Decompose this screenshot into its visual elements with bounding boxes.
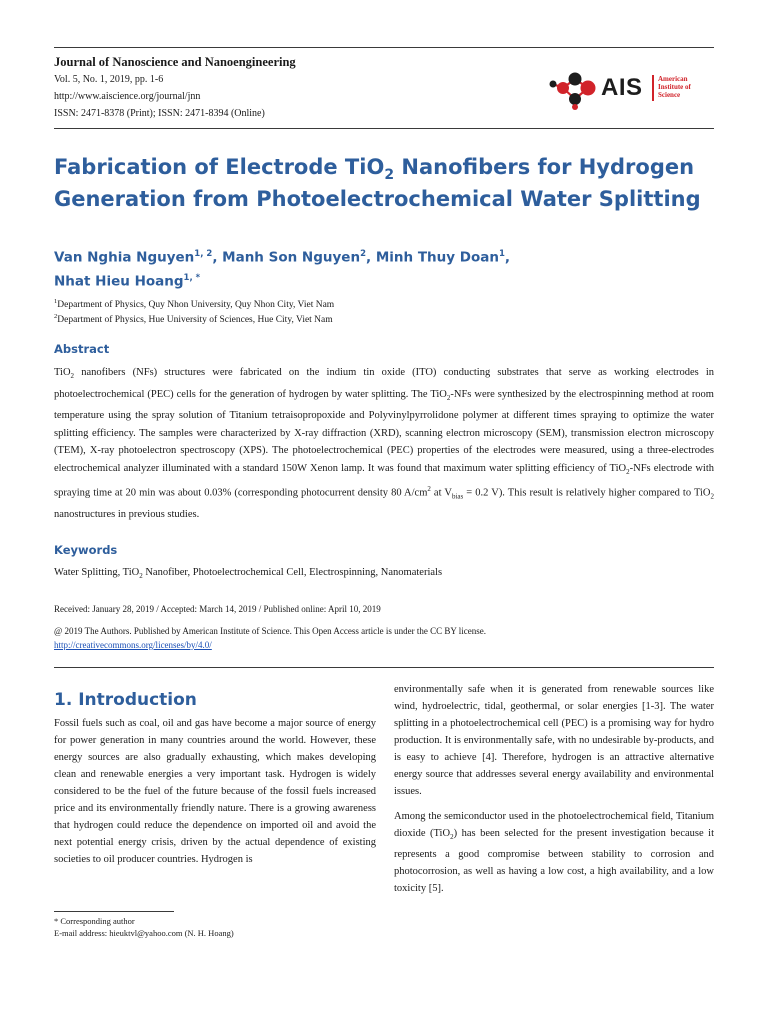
- author-name: Van Nghia Nguyen: [54, 249, 195, 266]
- abstract-body: TiO$_2$ nanofibers (NFs) structures were fabricated on the indium tin oxide (ITO) conducting substrates that serve as working electrodes in photoelectrochemical (PEC) cells for the generation of hydrogen by water splitting. The TiO$_2$-NFs were synthesized by the electrospinning method at room temperature using the spray solution of Titanium tetraisopropoxide and Polyvinylpyrrolidone polymer at different times spraying to optimize the water splitting efficiency. The samples were characterized by X-ray diffraction (XRD), scanning electron microscopy (SEM), transmission electron microscopy (TEM), X-ray photoelectron spectroscopy (XPS). The photoelectrochemical (PEC) properties of the electrodes were measured, using a three-electrodes electrochemical analyzer illuminated with a standard 150W Xenon lamp. It was found that maximum water splitting efficiency of TiO$_2$-NFs electrode with spraying time at 20 min was about 0.03% (corresponding photocurrent density 80 $A/cm^2$ at $V_{bias} = 0.2$ V). This result is relatively higher compared to TiO$_2$ nanostructures in previous studies.: [54, 367, 715, 521]
- intro-paragraph: Among the semiconductor used in the photoelectrochemical field, Titanium dioxide (TiO$_2$) has been selected for the present investigation because it represents a good compromise between stability to corrosion and photocorrosion, as well as having a low cost, a high availability, and a low toxicity [5].: [394, 811, 714, 895]
- affiliation: $^1$Department of Physics, Quy Nhon University, Quy Nhon City, Viet Nam: [54, 298, 335, 311]
- corresponding-author-note: * Corresponding author: [54, 916, 135, 926]
- publication-dates: Received: January 28, 2019 / Accepted: March 14, 2019 / Published online: April 10, 2019: [54, 604, 381, 614]
- intro-paragraph: Fossil fuels such as coal, oil and gas have become a major source of energy for power generation in many countries around the world. However, these energy sources are also gradually exhausting, which makes developing clean and renewable energies a very important task. Hydrogen is widely considered to be the fuel of the future because of the fossil fuels increased price and its environmentally friendly nature. There is a growing awareness that hydrogen could reduce the dependence on imported oil and avoid the next potential energy crisis, driven by the actual dependence of existing societies to oil producer countries. Hydrogen is: [54, 718, 376, 865]
- intro-left-column: [54, 715, 376, 868]
- author-name: Manh Son Nguyen: [222, 249, 361, 266]
- corresponding-email: E-mail address: hieuktvl@yahoo.com (N. H. Hoang): [54, 928, 234, 938]
- journal-url[interactable]: http://www.aiscience.org/journal/jnn: [54, 91, 201, 102]
- copyright-notice: @ 2019 The Authors. Published by American Institute of Science. This Open Access article is under the CC BY license.: [54, 626, 487, 636]
- ais-molecule-icon: [549, 70, 599, 110]
- introduction-heading: 1. Introduction: [54, 690, 197, 710]
- author-name: Minh Thuy Doan: [375, 249, 499, 266]
- ais-logo: [549, 70, 719, 110]
- affiliation: $^2$Department of Physics, Hue University of Sciences, Hue City, Viet Nam: [54, 313, 333, 326]
- issn-info: ISSN: 2471-8378 (Print); ISSN: 2471-8394 (Online): [54, 108, 265, 119]
- keywords-list: Water Splitting, TiO$_2$ Nanofiber, Photoelectrochemical Cell, Electrospinning, Nanomaterials: [54, 567, 443, 581]
- footnote-rule: [54, 911, 174, 912]
- author-list: Van Nghia Nguyen$^{1, 2}$, Manh Son Nguyen$^2$, Minh Thuy Doan$^1$, Nhat Hieu Hoang$^{1, *}$: [54, 249, 511, 289]
- logo-text: AIS: [601, 74, 643, 101]
- keywords-heading: Keywords: [54, 543, 118, 557]
- intro-right-column: [394, 681, 714, 897]
- volume-info: Vol. 5, No. 1, 2019, pp. 1-6: [54, 74, 164, 85]
- paper-title: Fabrication of Electrode TiO$_2$ Nanofibers for Hydrogen Generation from Photoelectrochemical Water Splitting: [54, 155, 701, 212]
- logo-divider: [652, 75, 654, 101]
- abstract-heading: Abstract: [54, 342, 110, 356]
- journal-title: Journal of Nanoscience and Nanoengineering: [54, 55, 296, 69]
- logo-subtitle: American Institute of Science: [658, 75, 691, 99]
- section-rule: [54, 667, 714, 668]
- header-rule: [54, 128, 714, 129]
- license-link[interactable]: http://creativecommons.org/licenses/by/4.0/: [54, 640, 212, 650]
- author-name: Nhat Hieu Hoang: [54, 273, 184, 289]
- intro-paragraph: environmentally safe when it is generated from renewable sources like wind, hydroelectric, tidal, geothermal, or solar energies [1-3]. The water splitting in a photoelectrochemical cell (PEC) is a promising way for hydro production. It is environmentally safe, with no undesirable by-products, and is easy to achieve [4]. Therefore, hydrogen is an attractive alternative energy source that addresses several energy availability and environmental issues.: [394, 684, 714, 797]
- top-rule: [54, 47, 714, 48]
